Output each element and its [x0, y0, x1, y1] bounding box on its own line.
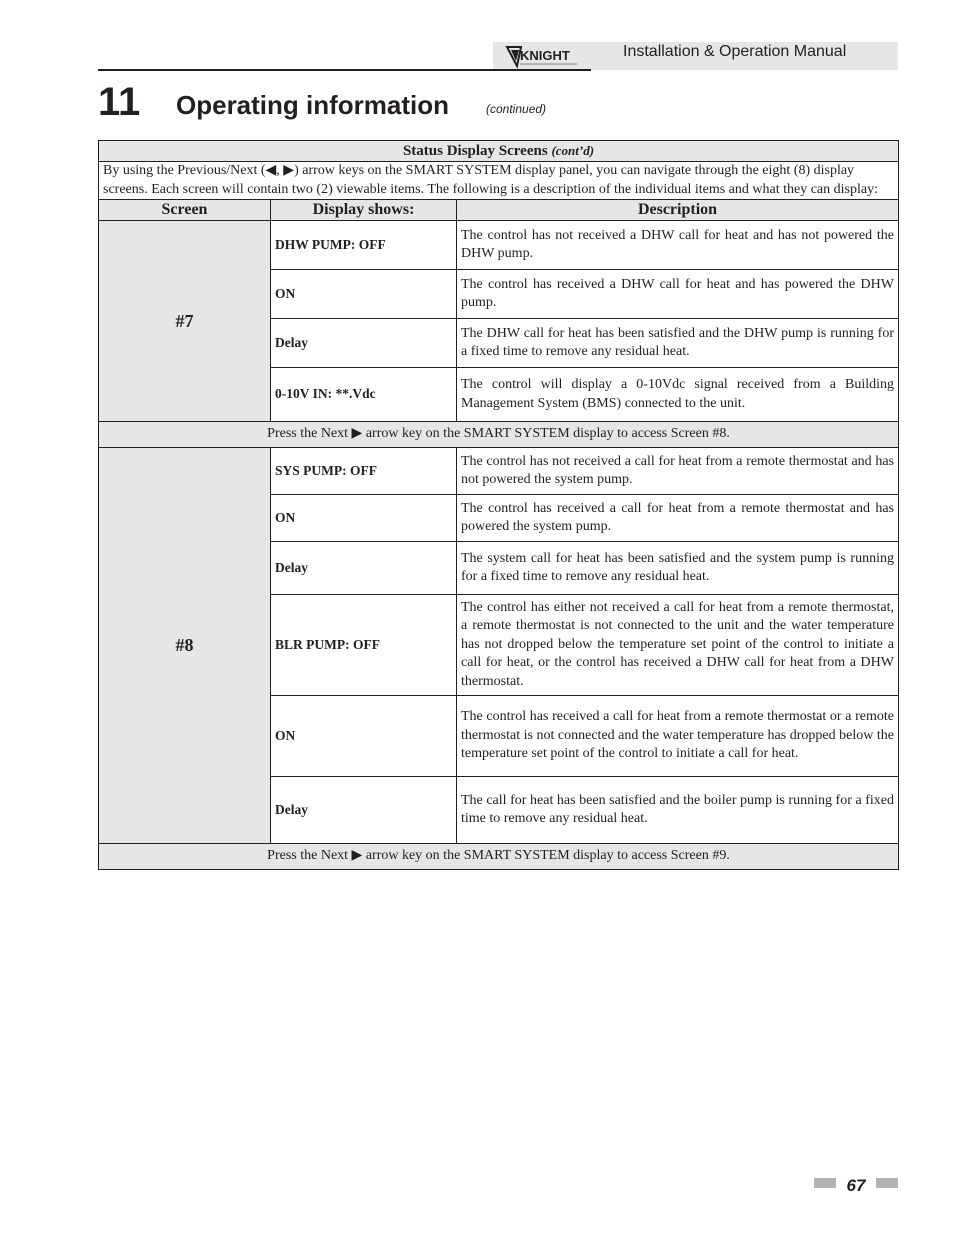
press-note-screen-8: Press the Next ▶ arrow key on the SMART SYSTEM display to access Screen #8.: [99, 422, 899, 448]
table-row: [99, 448, 899, 495]
chapter-number: 11: [98, 80, 141, 124]
description: The call for heat has been satisfied and the boiler pump is running for a fixed time to remove any residual heat.: [457, 777, 899, 844]
description: The control has received a call for heat from a remote thermostat and has powered the system pump.: [457, 495, 899, 542]
column-header-row: [99, 200, 899, 221]
page-bar-left: [814, 1178, 836, 1188]
display-value: 0-10V IN: **.Vdc: [271, 368, 457, 422]
display-value: SYS PUMP: OFF: [271, 448, 457, 495]
screen-cell-8: #8: [99, 448, 271, 844]
display-value: Delay: [271, 777, 457, 844]
screen-cell-7: #7: [99, 221, 271, 422]
manual-title: Installation & Operation Manual: [623, 43, 847, 60]
page-number: 67: [846, 1176, 866, 1195]
column-header-description: Description: [457, 200, 899, 221]
chapter-continued: (continued): [486, 102, 547, 116]
page-bar-right: [876, 1178, 898, 1188]
table-title-text: Status Display Screens: [402, 142, 548, 159]
chapter-title: Operating information: [176, 90, 449, 120]
display-value: ON: [271, 696, 457, 777]
press-note-screen-9: Press the Next ▶ arrow key on the SMART SYSTEM display to access Screen #9.: [99, 844, 899, 870]
table-intro: By using the Previous/Next (◀, ▶) arrow keys on the SMART SYSTEM display panel, you can navigate through the eight (8) display screens. Each screen will contain two (2) viewable items. The following is a description of the individual items and what they can display:: [99, 162, 899, 200]
column-header-display: Display shows:: [271, 200, 457, 221]
logo-text: KNIGHT: [520, 48, 570, 63]
description: The control has not received a DHW call for heat and has not powered the DHW pump.: [457, 221, 899, 270]
description: The DHW call for heat has been satisfied and the DHW pump is running for a fixed time to remove any residual heat.: [457, 319, 899, 368]
display-value: Delay: [271, 319, 457, 368]
display-value: Delay: [271, 542, 457, 595]
display-value: ON: [271, 495, 457, 542]
display-value: DHW PUMP: OFF: [271, 221, 457, 270]
description: The system call for heat has been satisfied and the system pump is running for a fixed time to remove any residual heat.: [457, 542, 899, 595]
description: The control has not received a call for heat from a remote thermostat and has not powered the system pump.: [457, 448, 899, 495]
description: The control will display a 0-10Vdc signal received from a Building Management System (BMS) connected to the unit.: [457, 368, 899, 422]
description: The control has received a call for heat from a remote thermostat or a remote thermostat is not connected and the water temperature has dropped below the temperature set point of the control to initiate a call for heat.: [457, 696, 899, 777]
description: The control has either not received a call for heat from a remote thermostat, a remote thermostat is not connected to the unit and the water temperature has not dropped below the temperature set point of the control to initiate a call for heat, or the control has received a DHW call for heat from a DHW thermostat.: [457, 595, 899, 696]
description: The control has received a DHW call for heat and has powered the DHW pump.: [457, 270, 899, 319]
table-title-suffix: (cont’d): [551, 142, 595, 158]
knight-logo: [503, 42, 583, 70]
table-row: [99, 221, 899, 270]
column-header-screen: Screen: [99, 200, 271, 221]
display-value: BLR PUMP: OFF: [271, 595, 457, 696]
status-display-table: [98, 140, 899, 870]
table-title: [99, 141, 899, 162]
display-value: ON: [271, 270, 457, 319]
